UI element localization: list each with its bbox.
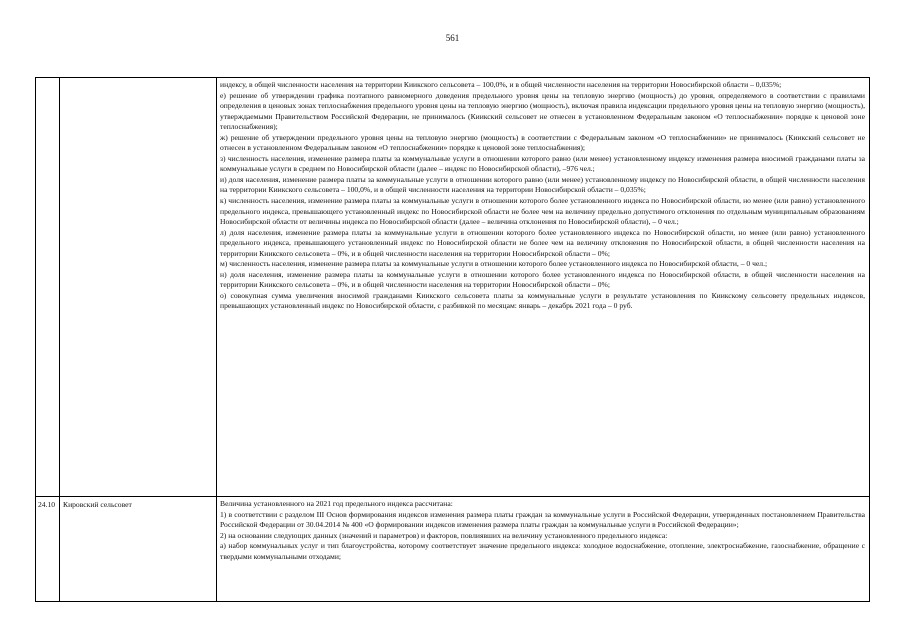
paragraph: Величина установленного на 2021 год предельного индекса рассчитана: <box>220 499 453 508</box>
paragraph: и) доля населения, изменение размера платы за коммунальные услуги в отношении которого равно (или менее) установленному индексу по Новосибирской области, в общей численности населения на территории Киикского сельсовета – 100,0%, и в общей численности населения на территории Новосибирской области – 0,035%; <box>220 174 865 195</box>
paragraph: 2) на основании следующих данных (значений и параметров) и факторов, повлиявших на величину установленного предельного индекса: <box>220 530 668 540</box>
paragraph: л) доля населения, изменение размера платы за коммунальные услуги в отношении которого более установленного индекса по Новосибирской области, но менее (или равно) установленного предельного индекса, превышающего установленный индекс по Новосибирской области не более чем на величину отклонения по Новосибирской области, в общей численности населения на территории Киикского сельсовета – 0%, и в общей численности населения на территории Новосибирской области – 0%; <box>220 227 865 258</box>
municipality-name-cell: Кировский сельсовет <box>60 497 217 602</box>
paragraph: м) численность населения, изменение размера платы за коммунальные услуги в отношении которого более установленного индекса по Новосибирской области, – 0 чел.; <box>220 259 768 269</box>
paragraph: з) численность населения, изменение размера платы за коммунальные услуги в отношении которого равно (или менее) установленному индексу изменения размера вносимой гражданами платы за коммунальные услуги в среднем по Новосибирской области (далее – индекс по Новосибирской области), –976 чел.; <box>220 153 865 174</box>
row-number-cell <box>36 78 60 497</box>
paragraph: н) доля населения, изменение размера платы за коммунальные услуги в отношении которого более установленного индекса по Новосибирской области, в общей численности населения на территории Киикского сельсовета – 0%, и в общей численности населения на территории Новосибирской области – 0%; <box>220 269 865 290</box>
description-cell <box>217 497 870 602</box>
table-row <box>36 78 870 497</box>
municipality-name-cell <box>60 78 217 497</box>
paragraph: индексу, в общей численности населения на территории Киикского сельсовета – 100,0%, и в общей численности населения на территории Новосибирской области – 0,035%; <box>220 80 782 89</box>
page-number: 561 <box>445 33 460 43</box>
paragraph: а) набор коммунальных услуг и тип благоустройства, которому соответствует значение предельного индекса: холодное водоснабжение, отопление, электроснабжение, газоснабжение, обращение с твердыми коммунальными отходами; <box>220 541 865 561</box>
municipal-index-table <box>35 77 870 602</box>
paragraph: 1) в соответствии с разделом III Основ формирования индексов изменения размера платы граждан за коммунальные услуги в Российской Федерации, утвержденных постановлением Правительства Российской Федерации от 30.04.2014 № 400 «О формировании индексов изменения размера платы граждан за коммунальные услуги в Российской Федерации»; <box>220 509 865 530</box>
description-cell <box>217 78 870 497</box>
row-number-cell: 24.10 <box>36 497 60 602</box>
paragraph: ж) решение об утверждении предельного уровня цены на тепловую энергию (мощность) в соответствии с Федеральным законом «О теплоснабжении» не принималось (Киикский сельсовет не отнесен в установленном Федеральным законом «О теплоснабжении» порядке к ценовой зоне теплоснабжения); <box>220 132 865 153</box>
table-row <box>36 497 870 602</box>
paragraph: к) численность населения, изменение размера платы за коммунальные услуги в отношении которого более установленного индекса по Новосибирской области, но менее (или равно) установленного предельного индекса, превышающего установленный индекс по Новосибирской области не более чем на величину предельно допустимого отклонения по отдельным муниципальным образованиям Новосибирской области от величины индекса по Новосибирской области (далее – величина отклонения по Новосибирской области), – 0 чел.; <box>220 196 865 227</box>
paragraph: о) совокупная сумма увеличения вносимой гражданами Киикского сельсовета платы за коммунальные услуги в результате установления по Киикскому сельсовету предельных индексов, превышающих установленный индекс по Новосибирской области, с разбивкой по месяцам: январь – декабрь 2021 года – 0 руб. <box>220 290 865 311</box>
paragraph: е) решение об утверждении графика поэтапного равномерного доведения предельного уровня цены на тепловую энергию (мощность) до уровня, определяемого в соответствии с правилами определения в ценовых зонах теплоснабжения предельного уровня цены на тепловую энергию (мощность), включая правила индексации предельного уровня цены на тепловую энергию (мощность), утверждаемыми Правительством Российской Федерации, не принималось (Киикский сельсовет не отнесен в установленном Федеральным законом «О теплоснабжении» порядке к ценовой зоне теплоснабжения); <box>220 90 865 132</box>
